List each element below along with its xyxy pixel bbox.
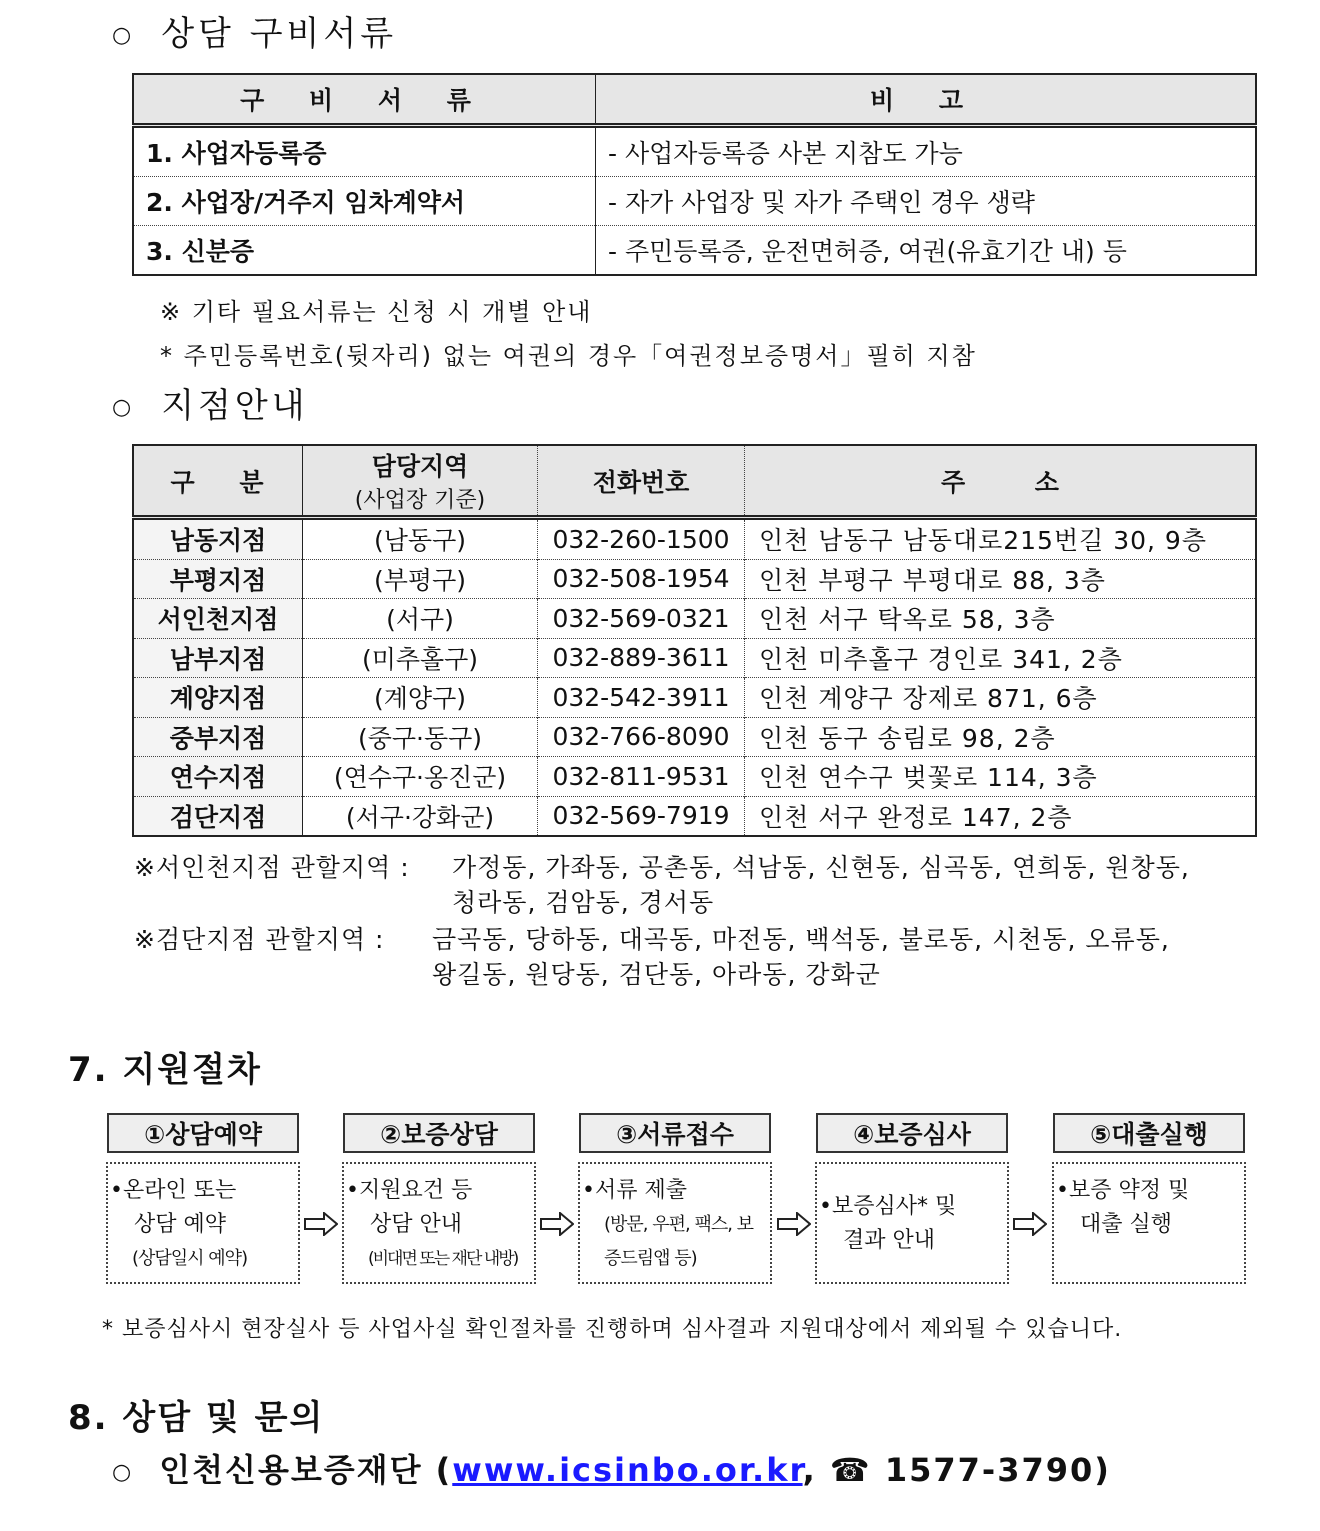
website-link[interactable]: www.icsinbo.or.kr [452,1451,803,1489]
branch-area: (부평구) [303,559,538,599]
docs-table [132,73,1257,276]
branch-address: 인천 부평구 부평대로 88, 3층 [745,559,1257,599]
table-row [133,757,1256,797]
docs-header-col2: 비 고 [596,74,1257,126]
arrow-right-icon [777,1212,811,1236]
branch-header-phone: 전화번호 [538,445,745,518]
step-1-line2: 상담 예약 [134,1212,227,1237]
branch-phone: 032-889-3611 [538,638,745,678]
contact-paren-open: ( [435,1451,453,1489]
branch-area: (중구·동구) [303,717,538,757]
step-2-line3: (비대면 또는 재단 내방) [368,1249,518,1269]
branch-area: (미추홀구) [303,638,538,678]
branch-area: (계양구) [303,678,538,718]
doc-note: - 자가 사업장 및 자가 주택인 경우 생략 [596,177,1257,226]
step-3-line2: (방문, 우편, 팩스, 보 [604,1214,754,1235]
branch-name: 서인천지점 [133,599,303,639]
step-2-description [342,1162,536,1284]
step-5-title: ⑤대출실행 [1053,1113,1245,1153]
contact-line [112,1445,1111,1491]
arrow-right-icon [1013,1212,1047,1236]
step-2-line1: •지원요건 등 [346,1178,473,1203]
branch-name: 부평지점 [133,559,303,599]
branch-heading [112,378,309,427]
docs-note-1: ※ 기타 필요서류는 신청 시 개별 안내 [160,298,593,326]
branch-name: 연수지점 [133,757,303,797]
branch-address: 인천 남동구 남동대로215번길 30, 9층 [745,518,1257,560]
branch-name: 남부지점 [133,638,303,678]
jurisdiction-geomdan-line1: 금곡동, 당하동, 대곡동, 마전동, 백석동, 불로동, 시천동, 오류동, [432,925,1170,954]
step-5-description [1052,1162,1246,1284]
branch-name: 검단지점 [133,796,303,836]
branch-header-area-sub: (사업장 기준) [354,488,486,513]
arrow-right-icon [304,1212,338,1236]
procedure-heading: 7. 지원절차 [68,1050,262,1090]
arrow-right-icon [540,1212,574,1236]
doc-name: 3. 신분증 [133,226,596,276]
step-5-line1: •보증 약정 및 [1056,1178,1190,1203]
step-4-line2: 결과 안내 [843,1228,936,1253]
docs-note-2: * 주민등록번호(뒷자리) 없는 여권의 경우「여권정보증명서」필히 지참 [160,342,977,370]
step-1-description [106,1162,300,1284]
jurisdiction-geomdan-line2: 왕길동, 원당동, 검단동, 아라동, 강화군 [432,960,881,989]
bullet-circle-icon: ○ [112,1459,134,1485]
branch-area: (연수구·옹진군) [303,757,538,797]
docs-heading-text: 상담 구비서류 [161,14,398,54]
step-4-title: ④보증심사 [816,1113,1008,1153]
table-row [133,717,1256,757]
branch-address: 인천 동구 송림로 98, 2층 [745,717,1257,757]
table-row [133,678,1256,718]
doc-name: 1. 사업자등록증 [133,126,596,177]
branch-table [132,444,1257,837]
table-row [133,599,1256,639]
branch-phone: 032-260-1500 [538,518,745,560]
jurisdiction-seoincheon-line1: 가정동, 가좌동, 공촌동, 석남동, 신현동, 심곡동, 연희동, 원창동, [452,853,1190,882]
step-4-description [815,1162,1009,1284]
contact-heading: 8. 상담 및 문의 [68,1398,325,1438]
table-row [133,226,1256,276]
branch-address: 인천 미추홀구 경인로 341, 2층 [745,638,1257,678]
table-row [133,638,1256,678]
branch-phone: 032-766-8090 [538,717,745,757]
procedure-footnote: * 보증심사시 현장실사 등 사업사실 확인절차를 진행하며 심사결과 지원대상에서 제외될 수 있습니다. [102,1317,1123,1342]
branch-header-area-title: 담당지역 [371,452,469,481]
branch-phone: 032-508-1954 [538,559,745,599]
step-3-title: ③서류접수 [579,1113,771,1153]
doc-note: - 사업자등록증 사본 지참도 가능 [596,126,1257,177]
step-1-line3: (상담일시 예약) [132,1248,248,1269]
step-5-line2: 대출 실행 [1080,1212,1173,1237]
jurisdiction-seoincheon-label: ※서인천지점 관할지역 : [134,853,410,882]
table-row [133,518,1256,560]
branch-phone: 032-569-7919 [538,796,745,836]
table-row [133,177,1256,226]
branch-phone: 032-542-3911 [538,678,745,718]
contact-comma: , [802,1451,817,1489]
branch-area: (서구·강화군) [303,796,538,836]
table-row [133,796,1256,836]
bullet-circle-icon: ○ [112,23,136,48]
step-3-line1: •서류 제출 [582,1178,687,1203]
bullet-circle-icon: ○ [112,395,136,420]
branch-header-address: 주 소 [745,445,1257,518]
branch-name: 남동지점 [133,518,303,560]
step-1-line1: •온라인 또는 [110,1178,237,1203]
contact-org: 인천신용보증재단 [159,1451,423,1489]
step-2-title: ②보증상담 [343,1113,535,1153]
branch-phone: 032-569-0321 [538,599,745,639]
branch-phone: 032-811-9531 [538,757,745,797]
branch-area: (남동구) [303,518,538,560]
step-3-line3: 증드림앱 등) [604,1248,697,1269]
jurisdiction-geomdan-label: ※검단지점 관할지역 : [134,925,385,954]
branch-header-division: 구 분 [133,445,303,518]
step-2-line2: 상담 안내 [370,1212,463,1237]
branch-address: 인천 계양구 장제로 871, 6층 [745,678,1257,718]
branch-header-area [303,445,538,518]
docs-heading [112,6,397,55]
contact-phone[interactable]: 1577-3790 [884,1451,1095,1489]
contact-paren-close: ) [1094,1451,1111,1489]
docs-header-col1: 구 비 서 류 [133,74,596,126]
telephone-icon: ☎ [829,1451,872,1489]
step-1-title: ①상담예약 [107,1113,299,1153]
branch-address: 인천 서구 탁옥로 58, 3층 [745,599,1257,639]
branch-address: 인천 서구 완정로 147, 2층 [745,796,1257,836]
branch-area: (서구) [303,599,538,639]
jurisdiction-seoincheon-line2: 청라동, 검암동, 경서동 [452,888,715,917]
branch-address: 인천 연수구 벚꽃로 114, 3층 [745,757,1257,797]
branch-name: 계양지점 [133,678,303,718]
step-4-line1: •보증심사* 및 [819,1194,957,1219]
table-row [133,559,1256,599]
branch-heading-text: 지점안내 [161,386,309,426]
doc-note: - 주민등록증, 운전면허증, 여권(유효기간 내) 등 [596,226,1257,276]
step-3-description [578,1162,772,1284]
branch-name: 중부지점 [133,717,303,757]
table-row [133,126,1256,177]
doc-name: 2. 사업장/거주지 임차계약서 [133,177,596,226]
